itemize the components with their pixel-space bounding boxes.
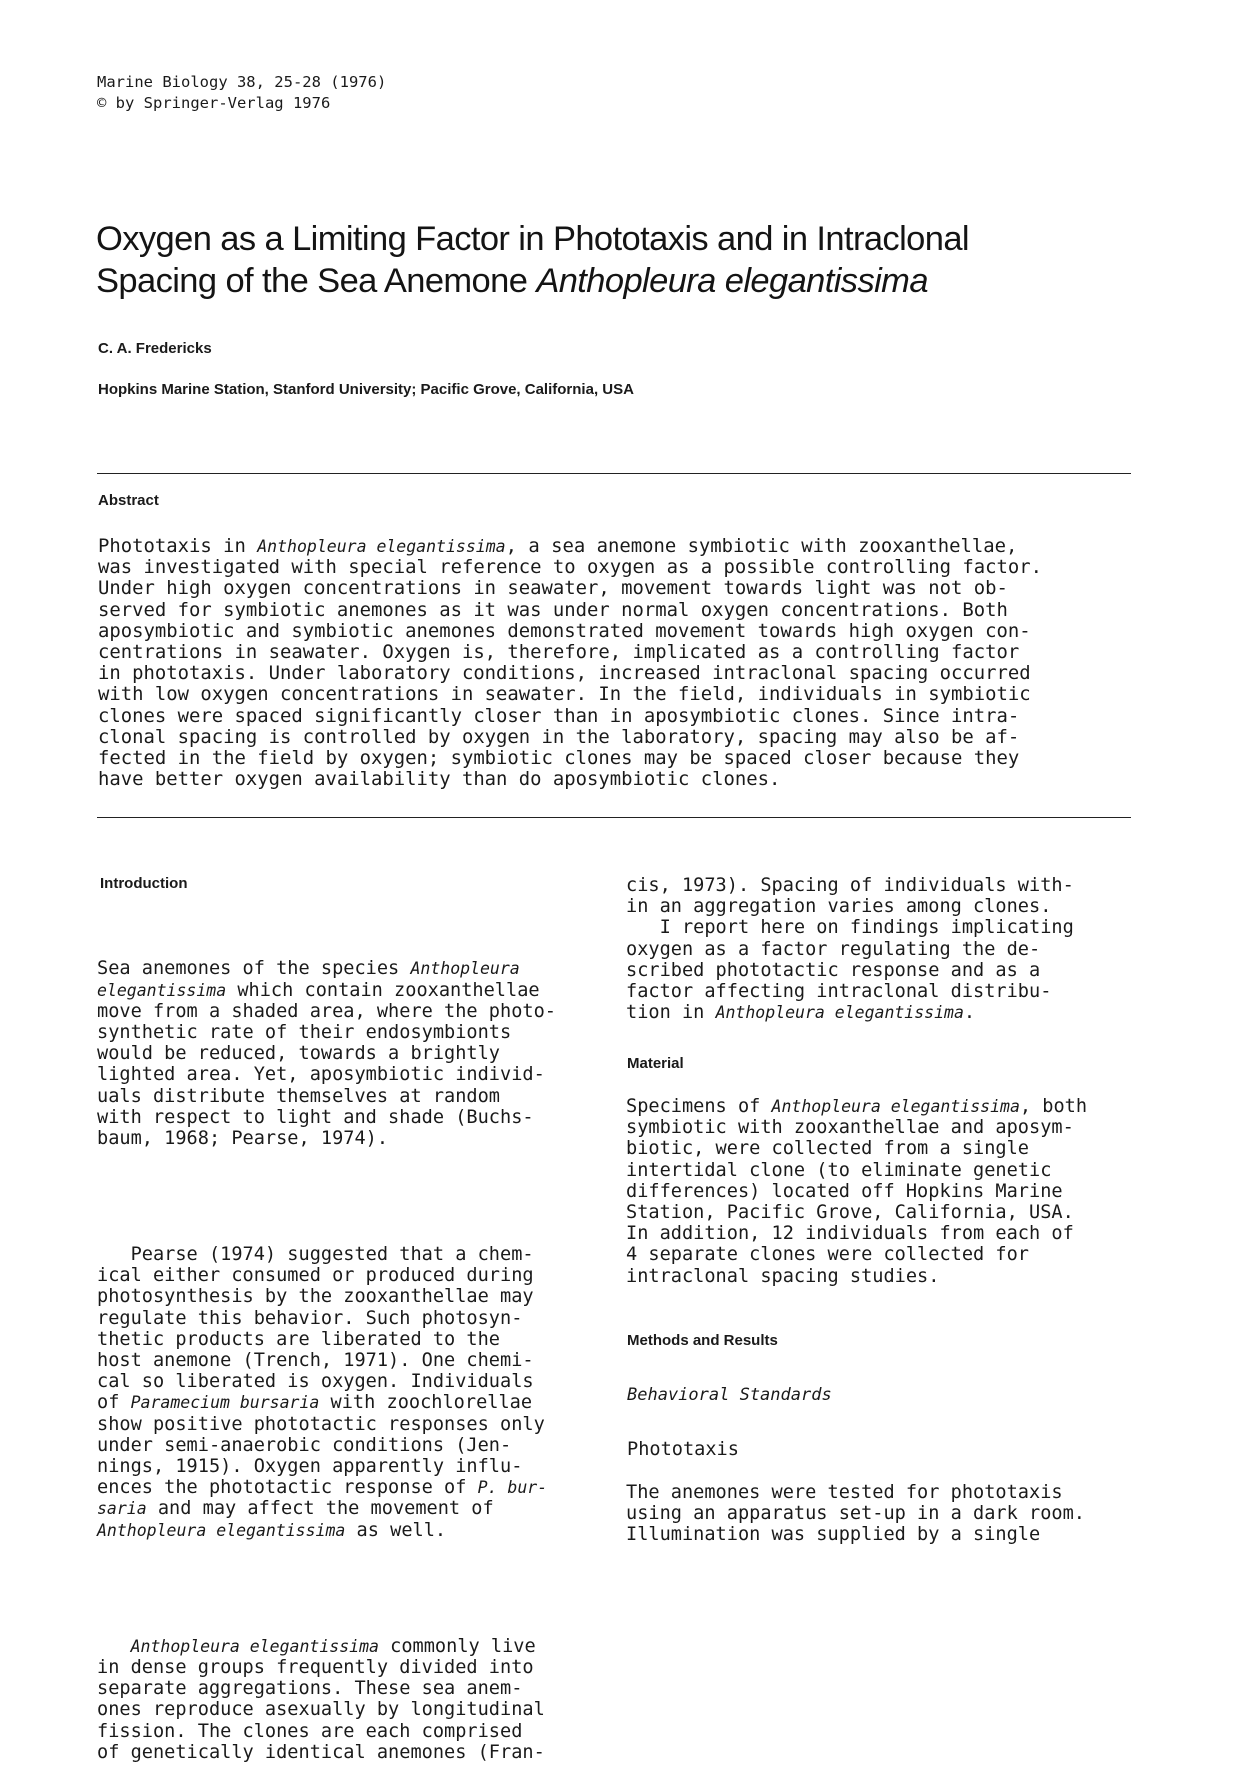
intro-p2-line: saria and may affect the movement of [97,1498,494,1520]
journal-citation: Marine Biology 38, 25-28 (1976) [97,73,387,91]
intro-cont-line: I report here on findings implicating [626,917,1074,939]
intro-p1-line: uals distribute themselves at random [97,1085,500,1107]
intro-p3-line: separate aggregations. These sea anem- [97,1678,523,1700]
intro-continued [626,875,1074,1023]
intro-p1-line: baum, 1968; Pearse, 1974). [97,1128,389,1150]
material-line: 4 separate clones were collected for [626,1244,1029,1266]
intro-p2-line: show positive phototactic responses only [97,1413,545,1435]
abstract-line: centrations in seawater. Oxygen is, therefore, implicated as a controlling factor [98,641,1020,664]
introduction-body [97,916,556,1784]
intro-p2-line: nings, 1915). Oxygen apparently influ- [97,1456,523,1478]
intro-p2-line: thetic products are liberated to the [97,1328,500,1350]
intro-p3-line: fission. The clones are each comprised [97,1720,523,1742]
intro-p1-line: would be reduced, towards a brightly [97,1043,500,1065]
paper-title [96,218,1156,302]
intro-paragraph-3 [97,1636,556,1763]
intro-p2-line: ical either consumed or produced during [97,1265,534,1287]
intro-cont-line: oxygen as a factor regulating the de- [626,938,1041,960]
intro-cont-line: cis, 1973). Spacing of individuals with- [626,875,1074,896]
intro-p2-line: host anemone (Trench, 1971). One chemi- [97,1350,534,1372]
intro-p2-line: cal so liberated is oxygen. Individuals [97,1371,534,1393]
title-line-1: Oxygen as a Limiting Factor in Phototaxis and in Intraclonal [96,220,969,258]
material-heading: Material [627,1055,684,1072]
phototaxis-line: using an apparatus set-up in a dark room. [626,1503,1085,1525]
intro-cont-line: factor affecting intraclonal distribu- [626,981,1052,1003]
abstract-line: clones were spaced significantly closer than in aposymbiotic clones. Since intra- [98,704,1020,727]
intro-p2-line: photosynthesis by the zooxanthellae may [97,1286,534,1308]
journal-header [97,72,386,114]
intro-paragraph-1 [97,958,556,1149]
abstract-line: fected in the field by oxygen; symbiotic clones may be spaced closer because they [98,747,1020,770]
intro-cont-line: in an aggregation varies among clones. [626,896,1052,918]
intro-p3-line: of genetically identical anemones (Fran- [97,1741,545,1763]
abstract-line: aposymbiotic and symbiotic anemones demonstrated movement towards high oxygen con- [98,619,1031,642]
divider-bottom [97,817,1131,818]
material-line: Station, Pacific Grove, California, USA. [626,1202,1074,1224]
intro-cont-line: tion in Anthopleura elegantissima. [626,1002,976,1024]
abstract-line: was investigated with special reference to oxygen as a possible controlling factor. [98,556,1042,579]
affiliation: Hopkins Marine Station, Stanford University; Pacific Grove, California, USA [98,381,634,398]
intro-p2-line: ences the phototactic response of P. bur- [97,1477,548,1499]
material-line: Specimens of Anthopleura elegantissima, both [626,1096,1088,1117]
phototaxis-line: Illumination was supplied by a single [626,1524,1041,1546]
behavioral-standards-heading: Behavioral Standards [627,1385,832,1405]
material-line: intraclonal spacing studies. [626,1265,940,1287]
phototaxis-line: The anemones were tested for phototaxis [626,1482,1063,1503]
title-species: Anthopleura elegantissima [536,262,928,300]
intro-p1-line: synthetic rate of their endosymbionts [97,1022,512,1044]
abstract-line: Under high oxygen concentrations in seawater, movement towards light was not ob- [98,577,1008,600]
phototaxis-heading: Phototaxis [627,1439,739,1460]
intro-p3-line: in dense groups frequently divided into [97,1656,534,1678]
introduction-heading: Introduction [100,875,188,892]
abstract-line: served for symbiotic anemones as it was under normal oxygen concentrations. Both [98,598,1008,621]
intro-p3-line: ones reproduce asexually by longitudinal [97,1699,545,1721]
divider-top [97,473,1131,474]
intro-p2-line: under semi-anaerobic conditions (Jen- [97,1434,512,1456]
methods-heading: Methods and Results [627,1332,778,1349]
material-line: differences) located off Hopkins Marine [626,1180,1063,1202]
material-line: intertidal clone (to eliminate genetic [626,1159,1052,1181]
intro-p1-line: with respect to light and shade (Buchs- [97,1106,534,1128]
abstract-line: in phototaxis. Under laboratory conditions, increased intraclonal spacing occurred [98,662,1031,685]
material-line: biotic, were collected from a single [626,1138,1029,1160]
material-line: symbiotic with zooxanthellae and aposym- [626,1117,1074,1139]
author: C. A. Fredericks [98,340,212,357]
intro-p2-line: regulate this behavior. Such photosyn- [97,1307,523,1329]
intro-p1-line: Sea anemones of the species Anthopleura [97,958,520,980]
intro-p1-line: move from a shaded area, where the photo- [97,1000,556,1022]
title-line-2 [96,260,1156,302]
intro-p2-line: Anthopleura elegantissima as well. [97,1519,447,1541]
intro-p3-line: Anthopleura elegantissima commonly live [130,1635,536,1657]
intro-p2-line: of Paramecium bursaria with zoochlorellae [97,1392,533,1414]
intro-p1-line: elegantissima which contain zooxanthellae [97,979,540,1001]
title-line-2-prefix: Spacing of the Sea Anemone [96,262,537,300]
abstract-body [98,536,1042,790]
abstract-heading: Abstract [98,492,159,509]
abstract-line: with low oxygen concentrations in seawater. In the field, individuals in symbiotic [98,683,1031,706]
intro-p1-line: lighted area. Yet, aposymbiotic individ- [97,1064,545,1086]
abstract-line: Phototaxis in Anthopleura elegantissima, a sea anemone symbiotic with zooxanthellae, [98,535,1018,557]
journal-copyright: © by Springer-Verlag 1976 [97,94,331,112]
abstract-line: clonal spacing is controlled by oxygen in the laboratory, spacing may also be af- [98,725,1020,748]
abstract-line: have better oxygen availability than do aposymbiotic clones. [98,768,781,791]
phototaxis-body [626,1482,1085,1546]
intro-cont-line: scribed phototactic response and as a [626,959,1041,981]
intro-paragraph-2 [97,1244,556,1541]
intro-p2-line: Pearse (1974) suggested that a chem- [97,1244,534,1266]
material-line: In addition, 12 individuals from each of [626,1223,1074,1245]
material-body [626,1096,1087,1287]
